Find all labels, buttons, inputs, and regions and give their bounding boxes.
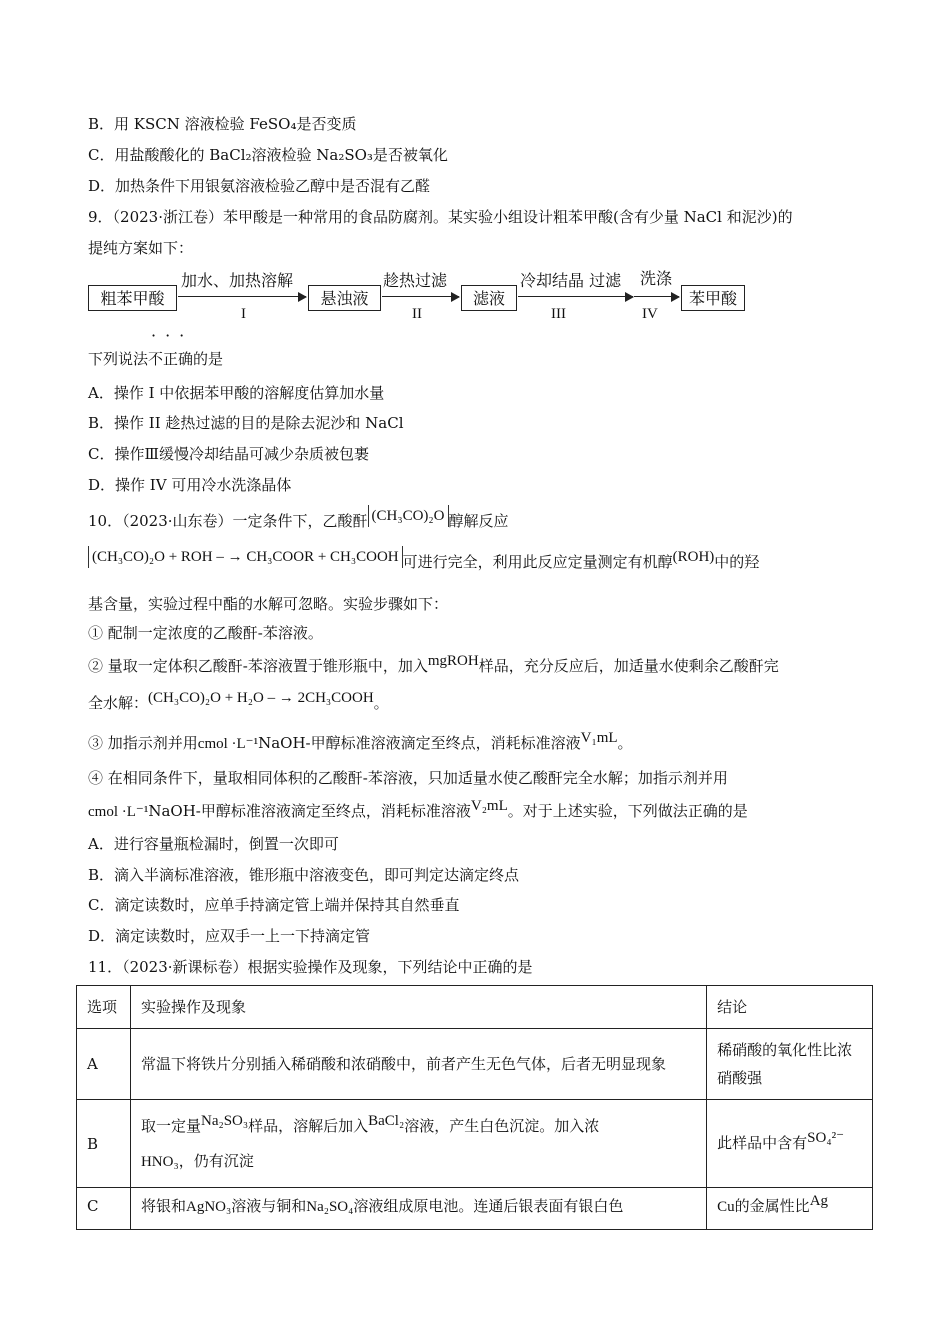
q10-step3 (88, 730, 633, 754)
flow-arrow-1 (178, 296, 306, 297)
q11-table (76, 985, 873, 1230)
roh-formula: (ROH) (672, 549, 715, 565)
q10-step2a: ② 量取一定体积乙酸酐-苯溶液置于锥形瓶中，加入 (88, 657, 428, 675)
q9-option-b: B．操作 II 趁热过滤的目的是除去泥沙和 NaCl (88, 414, 404, 432)
row-c-op1: 将银和 (140, 1197, 186, 1215)
row-b-op4: ，仍有沉淀 (178, 1151, 254, 1170)
row-c-conc: 的金属性比 (734, 1197, 810, 1215)
flow-box-benzoic-acid: 苯甲酸 (681, 285, 745, 311)
q11-stem: 11．（2023·新课标卷）根据实验操作及现象，下列结论中正确的是 (88, 958, 533, 976)
q10-stem-d: 中的羟 (714, 553, 760, 571)
q8-option-b: B．用 KSCN 溶液检验 FeSO₄是否变质 (88, 115, 357, 133)
row-b-conc: 此样品中含有 (717, 1134, 808, 1152)
reaction-equation: (CH₃CO)₂O + ROH – → CH₃COOR + CH₃COOH (88, 546, 403, 568)
flow-step1-label: 加水、加热溶解 (181, 271, 294, 290)
q10-option-a: A．进行容量瓶检漏时，倒置一次即可 (88, 835, 339, 853)
table-header-row (77, 986, 873, 1029)
mroh-formula: mgROH (427, 653, 479, 669)
q10-stem-b: 醇解反应 (448, 512, 509, 530)
q10-step3a: ③ 加指示剂并用 (88, 734, 198, 752)
q9-question: 下列说法不正确的是 (88, 350, 224, 368)
q9-stem-line2: 提纯方案如下： (88, 239, 194, 257)
cu-symbol: Cu (717, 1199, 735, 1215)
row-a-option: A (77, 1029, 131, 1100)
q10-period-2: 。 (617, 734, 633, 752)
header-option: 选项 (77, 986, 131, 1029)
row-c-op3: 溶液组成原电池。连通后银表面有银白色 (353, 1197, 624, 1215)
table-row (77, 1188, 873, 1230)
q10-step1: ① 配制一定浓度的乙酸酐-苯溶液。 (88, 624, 323, 642)
q10-stem-e: 基含量，实验过程中酯的水解可忽略。实验步骤如下： (88, 595, 449, 613)
flow-step2-label: 趁热过滤 (383, 271, 448, 290)
flow-step1-roman: I (241, 306, 246, 322)
q10-period: 。 (373, 694, 389, 712)
concentration-unit-2: cmol ·L⁻¹ (88, 804, 149, 820)
row-a-conclusion: 稀硝酸的氧化性比浓硝酸强 (707, 1029, 873, 1100)
flow-box-filtrate: 滤液 (461, 285, 517, 311)
row-b-operation (130, 1100, 706, 1188)
emphasis-dots: ··· (151, 326, 194, 345)
hydrolysis-equation: (CH₃CO)₂O + H₂O – → 2CH₃COOH (148, 690, 374, 706)
q10-step2b: 样品，充分反应后，加适量水使剩余乙酸酐完 (478, 657, 779, 675)
q8-option-d: D．加热条件下用银氨溶液检验乙醇中是否混有乙醛 (88, 177, 431, 195)
table-row (77, 1100, 873, 1188)
na2so3-formula: Na₂SO₃ (200, 1112, 249, 1129)
row-b-option: B (77, 1100, 131, 1188)
v2-volume: V₂mL (470, 798, 508, 814)
row-b-op2: 样品，溶解后加入 (248, 1116, 369, 1135)
concentration-unit: cmol ·L⁻¹ (197, 736, 259, 752)
hno3-formula: HNO₃ (140, 1153, 179, 1170)
row-c-conclusion (707, 1188, 873, 1230)
flow-arrow-4 (634, 296, 679, 297)
row-c-option: C (77, 1188, 131, 1230)
header-operation: 实验操作及现象 (130, 986, 706, 1029)
flow-step2-roman: II (412, 306, 422, 322)
q10-stem-line2 (88, 549, 760, 574)
q10-option-b: B．滴入半滴标准溶液，锥形瓶中溶液变色，即可判定达滴定终点 (88, 866, 520, 884)
sulfate-ion: SO₄²⁻ (807, 1130, 844, 1146)
q10-step3b: NaOH-甲醇标准溶液滴定至终点，消耗标准溶液 (258, 734, 581, 752)
q10-step4-line2 (88, 798, 748, 822)
q10-step4-line1: ④ 在相同条件下，量取相同体积的乙酸酐-苯溶液，只加适量水使乙酸酐完全水解；加指示剂并用 (88, 769, 728, 787)
flow-step4-roman: IV (642, 306, 658, 322)
table-row (77, 1029, 873, 1100)
flow-arrow-3 (518, 296, 633, 297)
bacl2-formula: BaCl₂ (368, 1112, 405, 1129)
q9-option-a: A．操作 I 中依据苯甲酸的溶解度估算加水量 (88, 384, 385, 402)
q8-option-c: C．用盐酸酸化的 BaCl₂溶液检验 Na₂SO₃是否被氧化 (88, 146, 448, 164)
row-a-operation: 常温下将铁片分别插入稀硝酸和浓硝酸中，前者产生无色气体，后者无明显现象 (130, 1029, 706, 1100)
q10-step2c: 全水解： (88, 694, 149, 712)
flow-step4-label: 洗涤 (640, 269, 673, 288)
anhydride-formula: (CH₃CO)₂O (368, 505, 449, 527)
ag-symbol: Ag (809, 1193, 829, 1209)
q10-stem-a: 10．（2023·山东卷）一定条件下，乙酸酐 (88, 512, 368, 530)
agno3-formula: AgNO₃ (185, 1199, 232, 1215)
flow-box-crude: 粗苯甲酸 (88, 285, 177, 311)
row-b-op1: 取一定量 (140, 1116, 201, 1135)
q9-option-d: D．操作 IV 可用冷水洗涤晶体 (88, 476, 292, 494)
flow-arrow-2 (382, 296, 459, 297)
q9-stem-line1: 9．（2023·浙江卷）苯甲酸是一种常用的食品防腐剂。某实验小组设计粗苯甲酸(含有少量 NaCl 和泥沙)的 (88, 208, 793, 226)
q10-option-c: C．滴定读数时，应单手持滴定管上端并保持其自然垂直 (88, 896, 460, 914)
q10-step2-line1 (88, 653, 779, 677)
row-c-operation (130, 1188, 706, 1230)
row-b-conclusion (707, 1100, 873, 1188)
flow-box-suspension: 悬浊液 (308, 285, 381, 311)
q10-step2-line2 (88, 690, 389, 714)
q10-step4c: 。对于上述实验，下列做法正确的是 (507, 802, 748, 820)
row-b-op3: 溶液，产生白色沉淀。加入浓 (404, 1116, 600, 1135)
flow-step3-roman: III (551, 306, 566, 322)
header-conclusion: 结论 (707, 986, 873, 1029)
q9-option-c: C．操作Ⅲ缓慢冷却结晶可减少杂质被包裹 (88, 445, 369, 463)
row-c-op2: 溶液与铜和 (231, 1197, 307, 1215)
na2so4-formula: Na₂SO₄ (306, 1199, 354, 1215)
q10-stem-line1 (88, 508, 509, 533)
v1-volume: V₁mL (580, 730, 618, 746)
q10-stem-c: 可进行完全，利用此反应定量测定有机醇 (402, 553, 673, 571)
q10-option-d: D．滴定读数时，应双手一上一下持滴定管 (88, 927, 371, 945)
q10-step4b: NaOH-甲醇标准溶液滴定至终点，消耗标准溶液 (148, 802, 471, 820)
flow-step3-label: 冷却结晶 过滤 (520, 271, 622, 290)
